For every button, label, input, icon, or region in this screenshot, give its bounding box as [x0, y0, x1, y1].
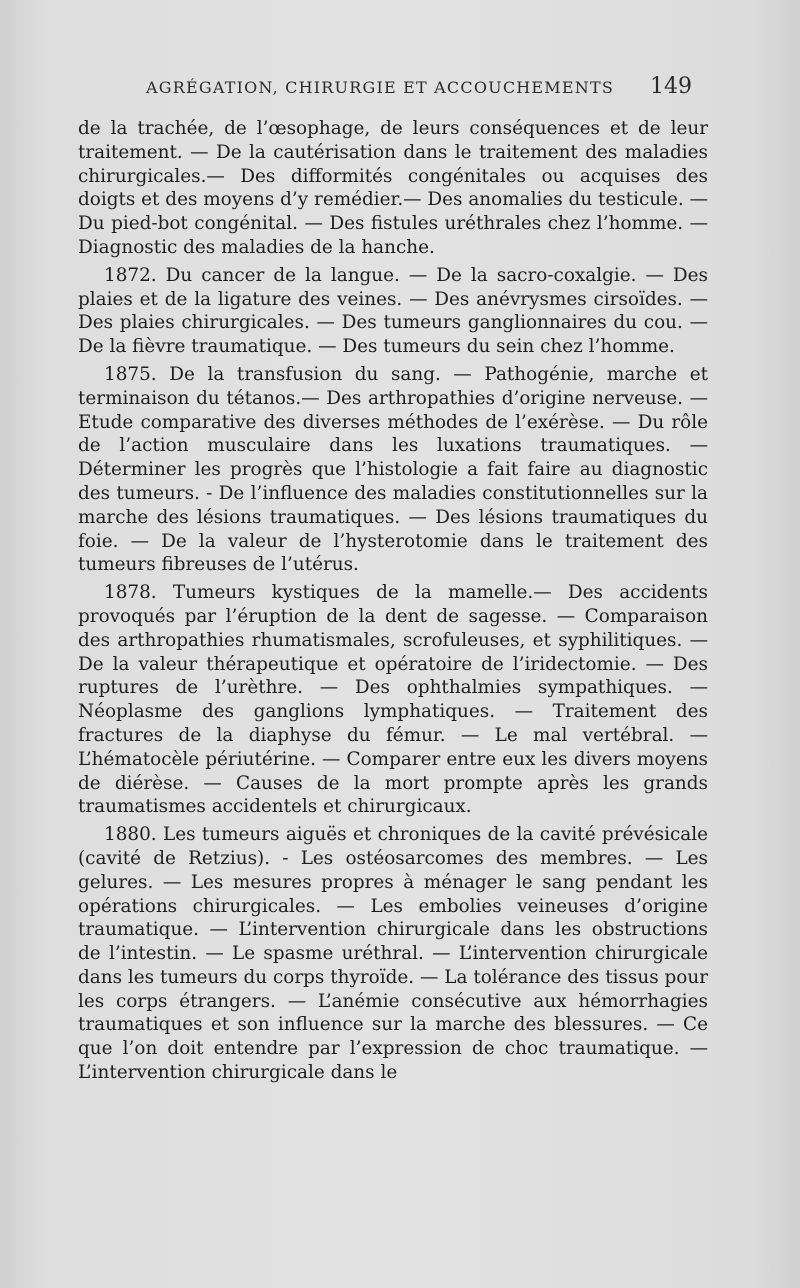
paragraph-continuation: de la trachée, de l’œsophage, de leurs conséquences et de leur traitement. — De la cautérisation dans le traitement des maladies chirurgicales.— Des difformités congénitales ou acquises des doigts et des moyens d’y remédier.— Des anomalies du testicule. — Du pied-bot congénital. — Des fistules uréthrales chez l’homme. — Diagnostic des maladies de la hanche. [78, 118, 708, 258]
page-header [100, 74, 700, 104]
running-title: AGRÉGATION, CHIRURGIE ET ACCOUCHEMENTS [146, 78, 614, 97]
page-number: 149 [650, 74, 692, 99]
paragraph-1872: 1872. Du cancer de la langue. — De la sacro-coxalgie. — Des plaies et de la ligature des veines. — Des anévrysmes cirsoïdes. — Des plaies chirurgicales. — Des tumeurs ganglionnaires du cou. — De la fièvre traumatique. — Des tumeurs du sein chez l’homme. [78, 264, 708, 358]
paragraph-1878: 1878. Tumeurs kystiques de la mamelle.— Des accidents provoqués par l’éruption de la dent de sagesse. — Comparaison des arthropathies rhumatismales, scrofuleuses, et syphilitiques. — De la valeur thérapeutique et opératoire de l’iridectomie. — Des ruptures de l’urèthre. — Des ophthalmies sympathiques. — Néoplasme des ganglions lymphatiques. — Traitement des fractures de la diaphyse du fémur. — Le mal vertébral. — L’hématocèle périutérine. — Comparer entre eux les divers moyens de diérèse. — Causes de la mort prompte après les grands traumatismes accidentels et chirurgicaux. [78, 582, 708, 818]
paragraph-1880: 1880. Les tumeurs aiguës et chroniques de la cavité prévésicale (cavité de Retzius). - Les ostéosarcomes des membres. — Les gelures. — Les mesures propres à ménager le sang pendant les opérations chirurgicales. — Les embolies veineuses d’origine traumatique. — L’intervention chirurgicale dans les obstructions de l’intestin. — Le spasme uréthral. — L’intervention chirurgicale dans les tumeurs du corps thyroïde. — La tolérance des tissus pour les corps étrangers. — L’anémie consécutive aux hémorrhagies traumatiques et son influence sur la marche des blessures. — Ce que l’on doit entendre par l’expression de choc traumatique. — L’intervention chirurgicale dans le [78, 824, 708, 1084]
paragraph-1875: 1875. De la transfusion du sang. — Pathogénie, marche et terminaison du tétanos.— Des arthropathies d’origine nerveuse. — Etude comparative des diverses méthodes de l’exérèse. — Du rôle de l’action musculaire dans les luxations traumatiques. — Déterminer les progrès que l’histologie a fait faire au diagnostic des tumeurs. - De l’influence des maladies constitutionnelles sur la marche des lésions traumatiques. — Des lésions traumatiques du foie. — De la valeur de l’hysterotomie dans le traitement des tumeurs fibreuses de l’utérus. [78, 363, 708, 576]
body-text [78, 117, 708, 1085]
